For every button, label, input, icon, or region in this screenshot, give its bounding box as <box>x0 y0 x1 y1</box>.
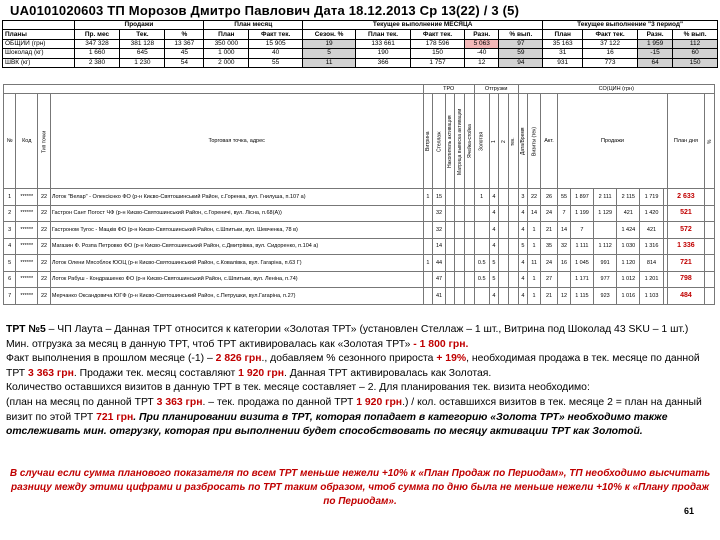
row-cell <box>499 255 509 272</box>
row-cell: 1 012 <box>617 271 640 288</box>
summary-cell: 178 596 <box>411 39 465 48</box>
summary-row <box>3 58 718 67</box>
row-code: ****** <box>16 288 38 305</box>
grid-col-header: тек. <box>508 94 518 189</box>
row-cell: 4 <box>518 255 528 272</box>
row-cell <box>445 205 455 222</box>
row-cell <box>445 222 455 239</box>
row-cell <box>455 222 465 239</box>
row-cell <box>423 288 433 305</box>
row-code: ****** <box>16 271 38 288</box>
row-code: ****** <box>16 189 38 206</box>
last-month-fact: 2 826 грн <box>215 353 262 365</box>
summary-cell: 931 <box>543 58 583 67</box>
text-run: . Данная ТРТ активировалась как Золотая. <box>284 367 492 379</box>
row-cell <box>705 255 715 272</box>
row-cell: 4 <box>518 205 528 222</box>
grid-group-header: ТРО <box>423 85 474 94</box>
row-number: 2 <box>4 205 16 222</box>
row-cell: 32 <box>433 222 446 239</box>
row-cell: 1 120 <box>617 255 640 272</box>
text-run: (план на месяц по данной ТРТ <box>6 396 157 408</box>
summary-cell: 5 <box>303 49 356 58</box>
table-row <box>4 255 715 272</box>
row-cell <box>423 222 433 239</box>
summary-col-header: % вып. <box>499 30 543 39</box>
row-cell: 2 115 <box>617 189 640 206</box>
summary-cell: 59 <box>499 49 543 58</box>
visit-plan: 721 грн <box>96 411 134 423</box>
row-cell: 1 030 <box>617 238 640 255</box>
row-number: 6 <box>4 271 16 288</box>
row-cell <box>499 222 509 239</box>
grid-col-header: Акт. <box>540 94 557 189</box>
summary-col-header: % <box>165 30 204 39</box>
row-cell <box>465 288 475 305</box>
text-run: . – тек. продажа по данной ТРТ <box>202 396 357 408</box>
row-cell: 1 016 <box>617 288 640 305</box>
summary-cell: 1 000 <box>204 49 249 58</box>
row-day-plan: 721 <box>667 255 704 272</box>
row-cell: 421 <box>617 205 640 222</box>
row-cell: 1 171 <box>570 271 593 288</box>
text-run: . При планировании визита в ТРТ, которая попадает в категорию «Золота ТРТ» необходимо также отслеживать мин. отгрузку, которая при выполнении будет способствовать по месяцу активации ТРТ как Золотой. <box>6 411 668 438</box>
row-cell <box>455 255 465 272</box>
row-cell: 35 <box>540 238 557 255</box>
row-address: Гастрон Сант Погост ЧФ (р-н Києво-Святошинський Район, с.Гореничі, вул. Лісна, п.68(A)) <box>50 205 423 222</box>
page-number: 61 <box>683 506 694 516</box>
table-row <box>4 238 715 255</box>
row-cell: 1 424 <box>617 222 640 239</box>
outlets-table <box>3 84 715 305</box>
current-sales: 1 920 грн <box>356 396 403 408</box>
row-cell <box>705 205 715 222</box>
summary-cell: 94 <box>499 58 543 67</box>
row-cell: 1 <box>474 189 489 206</box>
row-cell <box>465 189 475 206</box>
row-cell <box>423 238 433 255</box>
summary-cell: 15 905 <box>249 39 303 48</box>
row-cell <box>499 271 509 288</box>
row-number: 7 <box>4 288 16 305</box>
row-cell: 0.5 <box>474 271 489 288</box>
row-cell: 4 <box>489 189 499 206</box>
row-cell <box>508 271 518 288</box>
grid-blank-header <box>4 85 424 94</box>
grid-col-header: Накопитель активация <box>445 94 455 189</box>
summary-cell: 190 <box>356 49 411 58</box>
summary-row-label: Шоколад (кг) <box>3 49 75 58</box>
row-cell <box>455 238 465 255</box>
table-row <box>4 189 715 206</box>
row-cell: 32 <box>558 238 571 255</box>
table-row <box>4 288 715 305</box>
row-cell: 4 <box>489 205 499 222</box>
summary-cell: -40 <box>464 49 498 58</box>
row-cell: 923 <box>594 288 617 305</box>
row-cell: 44 <box>433 255 446 272</box>
row-cell <box>705 238 715 255</box>
text-run: .) / кол. оставшихся визитов в тек. месяце 2 = план на данный визит по этой ТРТ <box>6 396 702 423</box>
row-cell <box>474 238 489 255</box>
row-cell <box>558 271 571 288</box>
row-cell: 1 <box>423 189 433 206</box>
row-cell <box>508 222 518 239</box>
row-cell <box>465 205 475 222</box>
row-cell <box>445 238 455 255</box>
row-cell <box>508 238 518 255</box>
row-cell <box>499 189 509 206</box>
row-cell <box>445 288 455 305</box>
row-cell <box>499 238 509 255</box>
row-cell: 11 <box>528 255 541 272</box>
grid-col-header: Продажи <box>558 94 668 189</box>
row-cell: 47 <box>433 271 446 288</box>
row-address: Гастроном Тугос - Мацків ФО (р-н Києво-Святошинський Район, с.Шпитьки, вул. Шевченка, 78 в) <box>50 222 423 239</box>
summary-cell: 16 <box>583 49 638 58</box>
row-cell: 1 129 <box>594 205 617 222</box>
row-cell: 5 <box>489 255 499 272</box>
summary-cell: 366 <box>356 58 411 67</box>
grid-col-header: Витрина <box>423 94 433 189</box>
text-run: . Продажи тек. месяц составляют <box>73 367 239 379</box>
row-cell <box>455 271 465 288</box>
grid-col-header: Тип точки <box>38 94 51 189</box>
table-row <box>4 222 715 239</box>
summary-cell: 1 959 <box>638 39 673 48</box>
row-number: 3 <box>4 222 16 239</box>
row-address: Лоток Олени Мясоблок ЮОЦ (р-н Києво-Святошинський Район, с.Ковалівка, вул. Гагаріна, п.63 Г) <box>50 255 423 272</box>
row-day-plan: 1 336 <box>667 238 704 255</box>
row-cell <box>465 255 475 272</box>
table-row <box>4 205 715 222</box>
row-address: Лоток Рабуш - Кондрашенко ФО (р-н Києво-Святошинський Район, с.Шпитьки, вул. Леніна, п.74) <box>50 271 423 288</box>
grid-col-header: Торговая точка, адрес <box>50 94 423 189</box>
grid-group-header: Отгрузки <box>474 85 518 94</box>
row-cell: 4 <box>489 222 499 239</box>
summary-cell: 35 163 <box>543 39 583 48</box>
row-cell: 1 420 <box>640 205 663 222</box>
summary-cell: 150 <box>673 58 718 67</box>
grid-col-header: Дата/Время <box>518 94 528 189</box>
grid-col-header: Матрица вывеска активации <box>455 94 465 189</box>
row-cell <box>423 205 433 222</box>
row-cell: 2 111 <box>594 189 617 206</box>
summary-cell: 150 <box>411 49 465 58</box>
grid-col-header: Золотая <box>474 94 489 189</box>
summary-cell: 11 <box>303 58 356 67</box>
explanation-paragraph <box>6 323 714 440</box>
row-cell: 1 111 <box>570 238 593 255</box>
summary-col-header: Планы <box>3 30 75 39</box>
row-cell: 21 <box>540 288 557 305</box>
row-cell: 14 <box>528 205 541 222</box>
row-cell: 1 045 <box>570 255 593 272</box>
summary-group-header: Продажи <box>74 21 204 30</box>
row-cell: 1 316 <box>640 238 663 255</box>
summary-cell: 773 <box>583 58 638 67</box>
row-cell: 12 <box>558 288 571 305</box>
row-cell: 1 897 <box>570 189 593 206</box>
summary-col-header: План <box>543 30 583 39</box>
row-cell: 4 <box>489 238 499 255</box>
summary-group-header: Текущее выполнение МЕСЯЦА <box>303 21 543 30</box>
text-run: , необходимая продажа в тек. месяце по данной ТРТ <box>6 353 700 379</box>
row-day-plan: 484 <box>667 288 704 305</box>
row-cell: 1 <box>423 255 433 272</box>
summary-group-header: План месяц <box>204 21 303 30</box>
row-cell: 5 <box>489 271 499 288</box>
text-run: Факт выполнения в прошлом месяце (-1) – <box>6 353 216 365</box>
summary-cell: 112 <box>673 39 718 48</box>
row-cell <box>423 271 433 288</box>
row-cell <box>465 238 475 255</box>
row-cell <box>455 189 465 206</box>
row-cell <box>465 222 475 239</box>
row-cell: 4 <box>518 222 528 239</box>
grid-col-header: Код <box>16 94 38 189</box>
summary-row <box>3 39 718 48</box>
seasonal-growth: + 19% <box>436 353 467 365</box>
row-cell <box>705 189 715 206</box>
summary-col-header: Сезон. % <box>303 30 356 39</box>
row-cell: 1 <box>528 271 541 288</box>
row-type: 22 <box>38 222 51 239</box>
row-cell: 4 <box>518 271 528 288</box>
summary-cell: 37 122 <box>583 39 638 48</box>
row-number: 1 <box>4 189 16 206</box>
row-code: ****** <box>16 205 38 222</box>
summary-cell: 133 661 <box>356 39 411 48</box>
summary-col-header: Факт тек. <box>583 30 638 39</box>
summary-row-label: ОБЩИЙ (грн) <box>3 39 75 48</box>
row-cell: 814 <box>640 255 663 272</box>
row-cell <box>455 288 465 305</box>
row-type: 22 <box>38 189 51 206</box>
summary-group-header: Текущее выполнение "3 период" <box>543 21 718 30</box>
summary-col-header: Факт тек. <box>249 30 303 39</box>
row-cell: 24 <box>540 205 557 222</box>
row-cell <box>465 271 475 288</box>
row-cell <box>508 205 518 222</box>
row-address: Магазин Ф. Розпа Петровко ФО (р-н Києво-Святошинський Район, с.Дмитрівка, вул. Сидоренко, п.104 а) <box>50 238 423 255</box>
required-sales: 3 363 грн <box>28 367 74 379</box>
row-cell <box>474 288 489 305</box>
row-cell: 21 <box>540 222 557 239</box>
row-cell: 7 <box>558 205 571 222</box>
row-cell: 1 <box>528 288 541 305</box>
summary-cell: 19 <box>303 39 356 48</box>
row-cell: 1 112 <box>594 238 617 255</box>
row-day-plan: 798 <box>667 271 704 288</box>
row-cell <box>474 205 489 222</box>
table-row <box>4 271 715 288</box>
row-address: Мерчанко Оксандовича ЮГФ (р-н Києво-Святошинський Район, с.Петрушки, вул.Гагаріна, п.27) <box>50 288 423 305</box>
summary-cell: 64 <box>638 58 673 67</box>
summary-cell: 55 <box>249 58 303 67</box>
row-cell: 421 <box>640 222 663 239</box>
row-type: 22 <box>38 255 51 272</box>
summary-cell: 31 <box>543 49 583 58</box>
summary-cell: 347 328 <box>74 39 120 48</box>
summary-table <box>2 20 718 68</box>
summary-cell: 350 000 <box>204 39 249 48</box>
month-plan: 3 363 грн <box>156 396 203 408</box>
text-run: – ЧП Лаута – Данная ТРТ относится к категории «Золотая ТРТ» (установлен Стеллаж – 1 шт., Витрина под Шоколад 43 SKU – 1 шт.) Мин. отгрузка за месяц в данную ТРТ, чтоб ТРТ активировалась как «Золотая ТРТ» <box>6 324 689 350</box>
row-cell: 3 <box>518 189 528 206</box>
row-cell: 22 <box>528 189 541 206</box>
row-code: ****** <box>16 238 38 255</box>
row-number: 4 <box>4 238 16 255</box>
summary-col-header: Разн. <box>638 30 673 39</box>
summary-cell: 12 <box>464 58 498 67</box>
row-cell: 4 <box>489 288 499 305</box>
summary-cell: 1 757 <box>411 58 465 67</box>
row-cell <box>499 288 509 305</box>
row-cell <box>455 205 465 222</box>
summary-col-header: Разн. <box>464 30 498 39</box>
summary-col-header: План <box>204 30 249 39</box>
row-cell: 15 <box>433 189 446 206</box>
grid-group-header: СО(ЦИН (грн) <box>518 85 714 94</box>
summary-cell: 54 <box>165 58 204 67</box>
grid-col-header: План дня <box>667 94 704 189</box>
row-cell: 16 <box>558 255 571 272</box>
grid-col-header: Визиты (тек) <box>528 94 541 189</box>
summary-cell: 97 <box>499 39 543 48</box>
row-cell: 1 115 <box>570 288 593 305</box>
row-cell <box>508 255 518 272</box>
row-cell: 1 201 <box>640 271 663 288</box>
red-note: В случаи если сумма планового показателя по всем ТРТ меньше нежели +10% к «План Продаж по Периодам», ТП необходимо высчитать разницу между этими цифрами и разбросать по ТРТ таким образом, чтоб сумма по дню была не меньше нежели +10% к «Плану продаж по Периодам». <box>9 468 711 507</box>
row-cell: 27 <box>540 271 557 288</box>
summary-col-header: Факт тек. <box>411 30 465 39</box>
grid-col-header: № <box>4 94 16 189</box>
row-cell <box>445 189 455 206</box>
row-cell <box>594 222 617 239</box>
summary-row <box>3 49 718 58</box>
current-sales: 1 920 грн <box>238 367 285 379</box>
grid-col-header: Ячейка-стойка <box>465 94 475 189</box>
row-cell <box>705 222 715 239</box>
row-type: 22 <box>38 271 51 288</box>
summary-corner <box>3 21 75 30</box>
grid-col-header: 2 <box>499 94 509 189</box>
row-day-plan: 521 <box>667 205 704 222</box>
trt-label: ТРТ №5 <box>6 324 46 335</box>
row-cell: 4 <box>518 288 528 305</box>
summary-cell: 13 367 <box>165 39 204 48</box>
row-cell: 991 <box>594 255 617 272</box>
summary-cell: 5 063 <box>464 39 498 48</box>
text-run: Количество оставшихся визитов в данную ТРТ в тек. месяце составляет – 2. Для планирования тек. визита необходимо: <box>6 382 590 394</box>
row-code: ****** <box>16 255 38 272</box>
summary-cell: 1 230 <box>120 58 165 67</box>
row-cell: 7 <box>570 222 593 239</box>
summary-cell: -15 <box>638 49 673 58</box>
summary-col-header: Тек. <box>120 30 165 39</box>
row-address: Лоток "Велар" - Олексієнко ФО (р-н Києво-Святошинський Район, с.Горенка, вул. Гнилуша, п.107 а) <box>50 189 423 206</box>
min-shipment-value: - 1 800 грн. <box>413 338 469 350</box>
summary-cell: 45 <box>165 49 204 58</box>
page-title: UA0101020603 ТП Морозов Дмитро Павлович Дата 18.12.2013 Ср 13(22) / 3 (5) <box>10 3 520 18</box>
row-cell: 24 <box>540 255 557 272</box>
row-cell: 1 <box>528 222 541 239</box>
row-code: ****** <box>16 222 38 239</box>
row-type: 22 <box>38 238 51 255</box>
summary-cell: 2 000 <box>204 58 249 67</box>
summary-cell: 2 380 <box>74 58 120 67</box>
grid-col-header: Стеллаж <box>433 94 446 189</box>
summary-row-label: ШВК (кг) <box>3 58 75 67</box>
row-cell: 1 719 <box>640 189 663 206</box>
summary-col-header: % вып. <box>673 30 718 39</box>
row-cell <box>445 271 455 288</box>
row-cell: 0.5 <box>474 255 489 272</box>
row-type: 22 <box>38 205 51 222</box>
row-cell: 55 <box>558 189 571 206</box>
row-cell: 5 <box>518 238 528 255</box>
row-cell: 14 <box>558 222 571 239</box>
row-cell: 41 <box>433 288 446 305</box>
row-cell <box>508 189 518 206</box>
summary-cell: 1 660 <box>74 49 120 58</box>
row-day-plan: 572 <box>667 222 704 239</box>
grid-col-header: % <box>705 94 715 189</box>
row-cell <box>705 271 715 288</box>
row-cell: 977 <box>594 271 617 288</box>
row-type: 22 <box>38 288 51 305</box>
summary-cell: 645 <box>120 49 165 58</box>
text-run: ., добавляем % сезонного прироста <box>261 353 437 365</box>
row-day-plan: 2 633 <box>667 189 704 206</box>
row-cell: 32 <box>433 205 446 222</box>
summary-col-header: Пр. мес <box>74 30 120 39</box>
summary-cell: 60 <box>673 49 718 58</box>
row-cell: 1 199 <box>570 205 593 222</box>
row-cell <box>705 288 715 305</box>
summary-cell: 40 <box>249 49 303 58</box>
row-cell <box>499 205 509 222</box>
row-cell: 1 103 <box>640 288 663 305</box>
row-cell: 26 <box>540 189 557 206</box>
summary-cell: 381 128 <box>120 39 165 48</box>
row-cell: 14 <box>433 238 446 255</box>
row-cell <box>474 222 489 239</box>
summary-col-header: План тек. <box>356 30 411 39</box>
row-cell <box>445 255 455 272</box>
row-cell <box>508 288 518 305</box>
row-cell: 1 <box>528 238 541 255</box>
row-number: 5 <box>4 255 16 272</box>
grid-col-header: 1 <box>489 94 499 189</box>
